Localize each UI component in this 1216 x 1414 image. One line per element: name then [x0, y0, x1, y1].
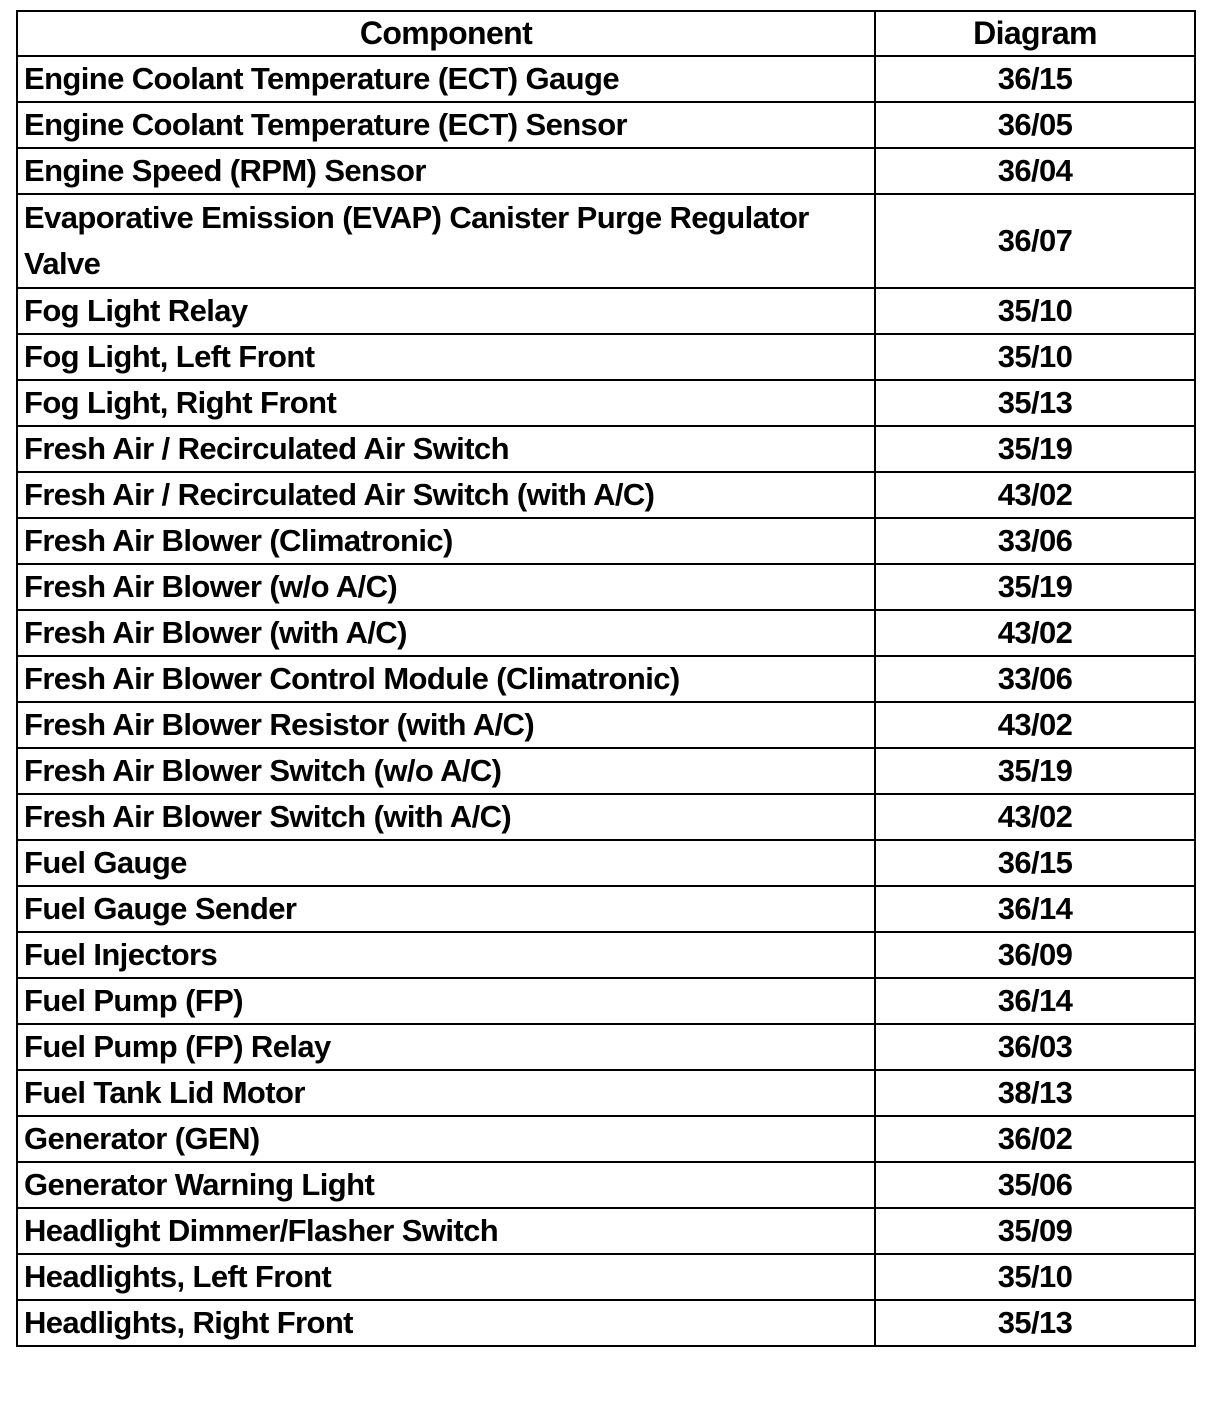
- table-row: [17, 886, 1195, 932]
- diagram-cell: 36/14: [875, 978, 1195, 1024]
- component-cell: Evaporative Emission (EVAP) Canister Purge Regulator Valve: [17, 194, 875, 288]
- diagram-cell: 36/15: [875, 840, 1195, 886]
- component-cell: Fuel Gauge: [17, 840, 875, 886]
- component-cell: Fog Light, Right Front: [17, 380, 875, 426]
- diagram-cell: 38/13: [875, 1070, 1195, 1116]
- component-cell: Engine Coolant Temperature (ECT) Sensor: [17, 102, 875, 148]
- diagram-cell: 36/03: [875, 1024, 1195, 1070]
- diagram-cell: 36/04: [875, 148, 1195, 194]
- table-row: [17, 56, 1195, 102]
- table-row: [17, 472, 1195, 518]
- component-cell: Fuel Pump (FP): [17, 978, 875, 1024]
- diagram-cell: 35/09: [875, 1208, 1195, 1254]
- table-row: [17, 840, 1195, 886]
- diagram-cell: 35/10: [875, 288, 1195, 334]
- component-cell: Fresh Air Blower Switch (with A/C): [17, 794, 875, 840]
- diagram-cell: 35/13: [875, 1300, 1195, 1346]
- component-cell: Generator Warning Light: [17, 1162, 875, 1208]
- component-table-sheet: [16, 10, 1194, 1347]
- table-row: [17, 1070, 1195, 1116]
- component-cell: Headlights, Right Front: [17, 1300, 875, 1346]
- table-header-row: [17, 11, 1195, 56]
- diagram-cell: 43/02: [875, 794, 1195, 840]
- table-row: [17, 380, 1195, 426]
- table-row: [17, 610, 1195, 656]
- diagram-cell: 36/15: [875, 56, 1195, 102]
- diagram-cell: 36/05: [875, 102, 1195, 148]
- diagram-cell: 35/13: [875, 380, 1195, 426]
- component-cell: Engine Speed (RPM) Sensor: [17, 148, 875, 194]
- table-row: [17, 288, 1195, 334]
- table-row: [17, 1116, 1195, 1162]
- table-row: [17, 1300, 1195, 1346]
- diagram-cell: 36/14: [875, 886, 1195, 932]
- diagram-cell: 43/02: [875, 702, 1195, 748]
- component-cell: Engine Coolant Temperature (ECT) Gauge: [17, 56, 875, 102]
- component-diagram-table: [16, 10, 1196, 1347]
- component-cell: Fresh Air Blower (with A/C): [17, 610, 875, 656]
- table-row: [17, 1254, 1195, 1300]
- table-row: [17, 426, 1195, 472]
- component-cell: Generator (GEN): [17, 1116, 875, 1162]
- table-row: [17, 748, 1195, 794]
- table-row: [17, 978, 1195, 1024]
- column-header-diagram: Diagram: [875, 11, 1195, 56]
- table-row: [17, 518, 1195, 564]
- component-cell: Fresh Air Blower (w/o A/C): [17, 564, 875, 610]
- component-cell: Fresh Air Blower Switch (w/o A/C): [17, 748, 875, 794]
- component-cell: Fuel Tank Lid Motor: [17, 1070, 875, 1116]
- diagram-cell: 43/02: [875, 610, 1195, 656]
- table-row: [17, 1024, 1195, 1070]
- component-cell: Fuel Injectors: [17, 932, 875, 978]
- diagram-cell: 36/02: [875, 1116, 1195, 1162]
- diagram-cell: 36/07: [875, 194, 1195, 288]
- table-row: [17, 194, 1195, 288]
- table-row: [17, 564, 1195, 610]
- table-row: [17, 656, 1195, 702]
- diagram-cell: 35/19: [875, 426, 1195, 472]
- table-row: [17, 1162, 1195, 1208]
- component-cell: Fresh Air / Recirculated Air Switch: [17, 426, 875, 472]
- diagram-cell: 35/10: [875, 334, 1195, 380]
- component-cell: Fog Light, Left Front: [17, 334, 875, 380]
- component-cell: Fresh Air Blower Control Module (Climatronic): [17, 656, 875, 702]
- table-row: [17, 702, 1195, 748]
- column-header-component: Component: [17, 11, 875, 56]
- component-cell: Headlights, Left Front: [17, 1254, 875, 1300]
- diagram-cell: 35/19: [875, 748, 1195, 794]
- table-row: [17, 148, 1195, 194]
- diagram-cell: 36/09: [875, 932, 1195, 978]
- table-row: [17, 794, 1195, 840]
- diagram-cell: 33/06: [875, 656, 1195, 702]
- component-cell: Fog Light Relay: [17, 288, 875, 334]
- diagram-cell: 35/10: [875, 1254, 1195, 1300]
- table-row: [17, 932, 1195, 978]
- component-cell: Fresh Air Blower Resistor (with A/C): [17, 702, 875, 748]
- component-cell: Fuel Pump (FP) Relay: [17, 1024, 875, 1070]
- component-cell: Fresh Air / Recirculated Air Switch (with A/C): [17, 472, 875, 518]
- diagram-cell: 43/02: [875, 472, 1195, 518]
- component-cell: Fresh Air Blower (Climatronic): [17, 518, 875, 564]
- diagram-cell: 35/06: [875, 1162, 1195, 1208]
- table-row: [17, 102, 1195, 148]
- diagram-cell: 33/06: [875, 518, 1195, 564]
- table-row: [17, 1208, 1195, 1254]
- component-cell: Fuel Gauge Sender: [17, 886, 875, 932]
- component-cell: Headlight Dimmer/Flasher Switch: [17, 1208, 875, 1254]
- table-row: [17, 334, 1195, 380]
- diagram-cell: 35/19: [875, 564, 1195, 610]
